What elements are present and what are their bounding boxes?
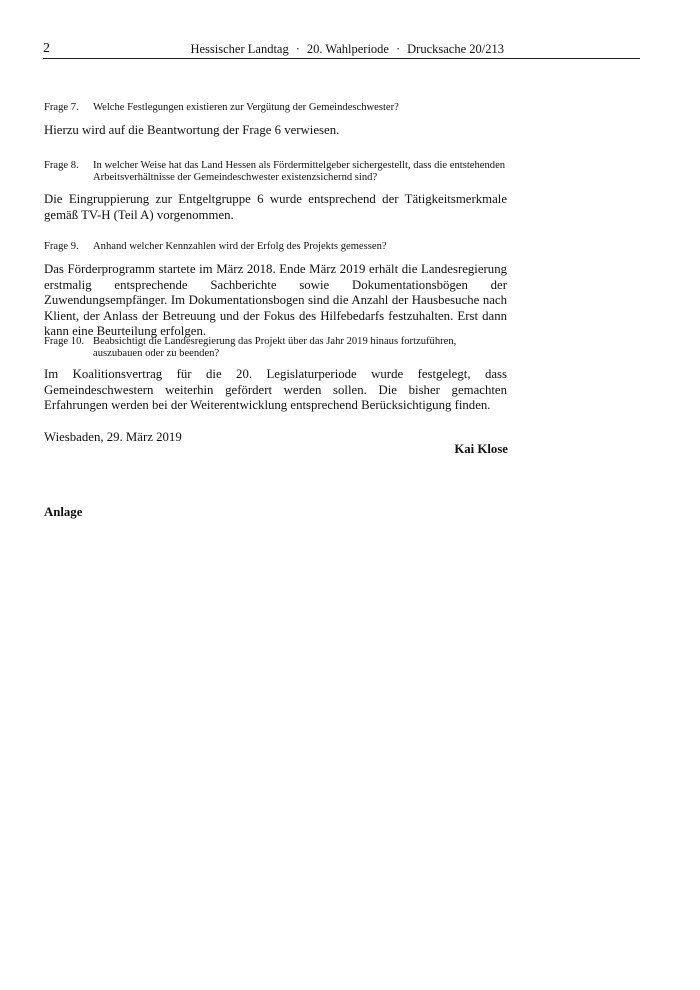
answer-block bbox=[44, 123, 507, 139]
legislative-period: 20. Wahlperiode bbox=[306, 42, 389, 56]
page-header bbox=[43, 41, 504, 59]
question-text: Welche Festlegungen existieren zur Vergütung der Gemeindeschwester? bbox=[93, 102, 399, 113]
attachment-label: Anlage bbox=[44, 505, 83, 519]
signature: Kai Klose bbox=[454, 442, 508, 456]
parliament-name: Hessischer Landtag bbox=[190, 42, 289, 56]
running-header bbox=[190, 42, 504, 57]
separator: · bbox=[395, 42, 401, 56]
question-block bbox=[44, 102, 508, 114]
question-label: Frage 10. bbox=[44, 336, 85, 347]
question-text: Beabsichtigt die Landesregierung das Projekt über das Jahr 2019 hinaus fortzuführen, auszubauen oder zu beenden? bbox=[93, 336, 457, 359]
answer-text: Die Eingruppierung zur Entgeltgruppe 6 wurde entsprechend der Tätigkeitsmerkmale gemäß TV-H (Teil A) vorgenommen. bbox=[44, 192, 507, 222]
question-label: Frage 7. bbox=[44, 102, 79, 113]
question-block bbox=[44, 160, 508, 184]
question-text: In welcher Weise hat das Land Hessen als Fördermittelgeber sichergestellt, dass die entstehenden Arbeitsverhältnisse der Gemeindeschwester existenzsichernd sind? bbox=[93, 160, 506, 183]
header-rule bbox=[43, 58, 640, 59]
question-label: Frage 9. bbox=[44, 241, 79, 252]
answer-block bbox=[44, 192, 507, 223]
question-text: Anhand welcher Kennzahlen wird der Erfolg des Projekts gemessen? bbox=[93, 241, 387, 252]
separator: · bbox=[295, 42, 300, 56]
answer-text: Das Förderprogramm startete im März 2018. Ende März 2019 erhält die Landesregierung erstmalig entsprechende Sachberichte sowie Dokumentationsbögen der Zuwendungsempfänger. Im Dokumentationsbogen sind die Anzahl der Hausbesuche nach Klient, der Anlass der Betreuung und der Fokus des Hilfebedarfs festzuhalten. Erst dann kann eine Beurteilung erfolgen. bbox=[44, 262, 507, 338]
answer-block bbox=[44, 367, 507, 414]
answer-block bbox=[44, 262, 507, 340]
question-block bbox=[44, 336, 508, 360]
answer-text: Hierzu wird auf die Beantwortung der Frage 6 verwiesen. bbox=[44, 123, 340, 137]
answer-text: Im Koalitionsvertrag für die 20. Legislaturperiode wurde festgelegt, dass Gemeindeschwestern weiterhin gefördert werden sollen. Die bisher gemachten Erfahrungen werden bei der Weiterentwicklung entsprechend Berücksichtigung finden. bbox=[44, 367, 507, 412]
page-number: 2 bbox=[43, 41, 50, 56]
document-number: Drucksache 20/213 bbox=[407, 42, 504, 56]
question-label: Frage 8. bbox=[44, 160, 79, 171]
place-date: Wiesbaden, 29. März 2019 bbox=[44, 430, 182, 444]
question-block bbox=[44, 241, 508, 253]
